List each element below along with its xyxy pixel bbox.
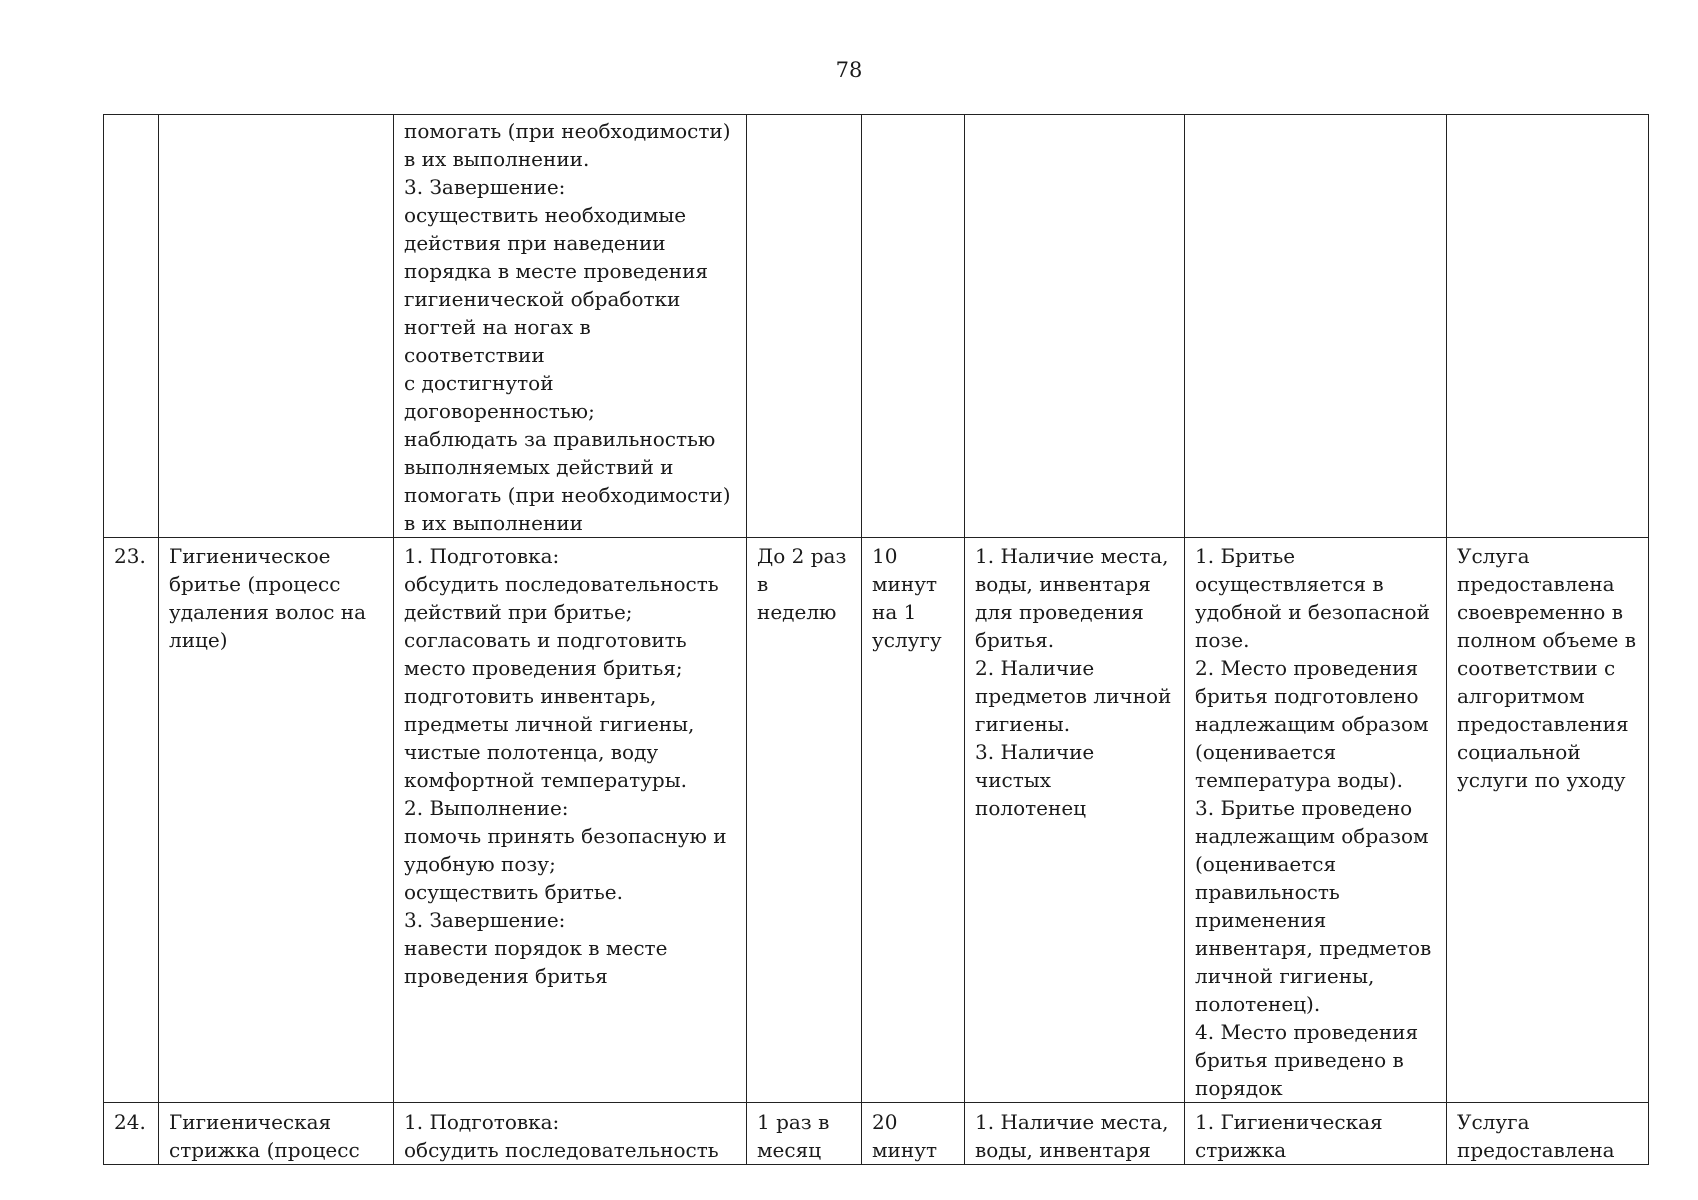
service-quality: 1. Гигиеническая стрижка (1185, 1103, 1447, 1165)
service-conditions: 1. Наличие места, воды, инвентаря для проведения бритья. 2. Наличие предметов личной гигиены. 3. Наличие чистых полотенец (965, 538, 1185, 1103)
service-procedure: 1. Подготовка: обсудить последовательность действий при бритье; согласовать и подготовить место проведения бритья; подготовить инвентарь, предметы личной гигиены, чистые полотенца, воду комфортной температуры. 2. Выполнение: помочь принять безопасную и удобную позу; осуществить бритье. 3. Завершение: навести порядок в месте проведения бритья (394, 538, 747, 1103)
service-procedure: 1. Подготовка: обсудить последовательность (394, 1103, 747, 1165)
service-name: Гигиеническое бритье (процесс удаления волос на лице) (159, 538, 394, 1103)
table-row (104, 115, 1649, 538)
service-frequency: До 2 раз в неделю (747, 538, 862, 1103)
page-number: 78 (835, 58, 863, 82)
service-name: Гигиеническая стрижка (процесс (159, 1103, 394, 1165)
row-number: 23. (104, 538, 159, 1103)
services-table (103, 114, 1649, 1165)
service-time: 10 минут на 1 услугу (862, 538, 965, 1103)
service-quality: 1. Бритье осуществляется в удобной и безопасной позе. 2. Место проведения бритья подготовлено надлежащим образом (оценивается температура воды). 3. Бритье проведено надлежащим образом (оценивается правильность применения инвентаря, предметов личной гигиены, полотенец). 4. Место проведения бритья приведено в порядок (1185, 538, 1447, 1103)
service-frequency: 1 раз в месяц (747, 1103, 862, 1165)
service-result: Услуга предоставлена своевременно в полном объеме в соответствии с алгоритмом предоставления социальной услуги по уходу (1447, 538, 1649, 1103)
service-name (159, 115, 394, 538)
table-row (104, 1103, 1649, 1165)
service-time: 20 минут (862, 1103, 965, 1165)
service-quality (1185, 115, 1447, 538)
row-number (104, 115, 159, 538)
service-conditions (965, 115, 1185, 538)
service-result: Услуга предоставлена (1447, 1103, 1649, 1165)
service-procedure: помогать (при необходимости) в их выполнении. 3. Завершение: осуществить необходимые действия при наведении порядка в месте проведения гигиенической обработки ногтей на ногах в соответствии с достигнутой договоренностью; наблюдать за правильностью выполняемых действий и помогать (при необходимости) в их выполнении (394, 115, 747, 538)
service-frequency (747, 115, 862, 538)
row-number: 24. (104, 1103, 159, 1165)
service-result (1447, 115, 1649, 538)
service-time (862, 115, 965, 538)
table-row (104, 538, 1649, 1103)
service-conditions: 1. Наличие места, воды, инвентаря (965, 1103, 1185, 1165)
